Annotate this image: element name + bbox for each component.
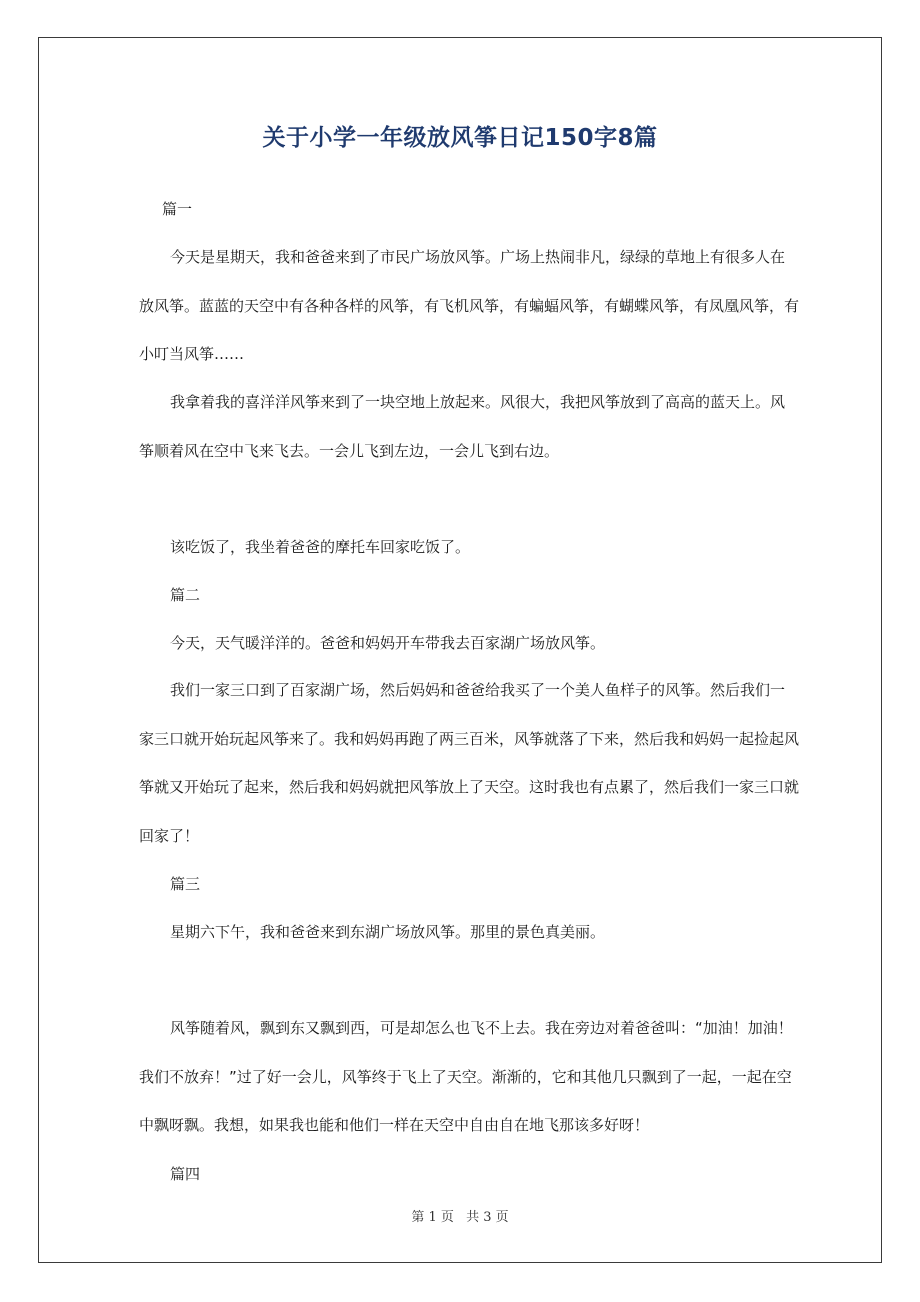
document-title: 关于小学一年级放风筝日记150字8篇 (262, 125, 658, 151)
paragraph: 今天是星期天，我和爸爸来到了市民广场放风筝。广场上热闹非凡，绿绿的草地上有很多人在放风筝。蓝蓝的天空中有各种各样的风筝，有飞机风筝，有蝙蝠风筝，有蝴蝶风筝，有凤凰风筝，有小叮当风筝…… (139, 248, 800, 363)
section-heading-4: 篇四 (170, 1165, 201, 1183)
paragraph: 风筝随着风，飘到东又飘到西，可是却怎么也飞不上去。我在旁边对着爸爸叫：“加油！加油！我们不放弃！”过了好一会儿，风筝终于飞上了天空。渐渐的，它和其他几只飘到了一起，一起在空中飘呀飘。我想，如果我也能和他们一样在天空中自由自在地飞那该多好呀！ (139, 1019, 793, 1134)
paragraph: 星期六下午，我和爸爸来到东湖广场放风筝。那里的景色真美丽。 (170, 923, 606, 941)
page-total: 共 3 页 (466, 1210, 509, 1225)
page-footer (0, 1206, 920, 1225)
paragraph: 我拿着我的喜洋洋风筝来到了一块空地上放起来。风很大，我把风筝放到了高高的蓝天上。风筝顺着风在空中飞来飞去。一会儿飞到左边，一会儿飞到右边。 (139, 393, 786, 460)
paragraph: 今天，天气暖洋洋的。爸爸和妈妈开车带我去百家湖广场放风筝。 (170, 634, 606, 652)
section-heading-1: 篇一 (162, 200, 193, 218)
page-number: 第 1 页 (411, 1210, 454, 1225)
section-heading-3: 篇三 (170, 875, 201, 893)
section-heading-2: 篇二 (170, 586, 201, 604)
paragraph: 我们一家三口到了百家湖广场，然后妈妈和爸爸给我买了一个美人鱼样子的风筝。然后我们一家三口就开始玩起风筝来了。我和妈妈再跑了两三百米，风筝就落了下来，然后我和妈妈一起捡起风筝就又开始玩了起来，然后我和妈妈就把风筝放上了天空。这时我也有点累了，然后我们一家三口就回家了！ (139, 681, 800, 845)
paragraph: 该吃饭了，我坐着爸爸的摩托车回家吃饭了。 (170, 538, 471, 556)
